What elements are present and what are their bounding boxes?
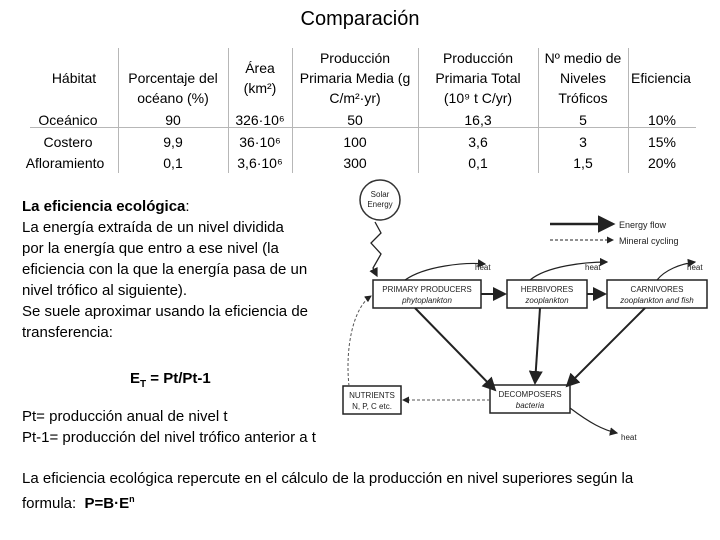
svg-text:bacteria: bacteria [515,401,545,410]
table-cell: 3,6·10⁶ [237,155,283,171]
definition-line: Se suele aproximar usando la eficiencia de [22,303,309,320]
efficiency-heading: La eficiencia ecológica [22,198,186,215]
header-efficiency: Eficiencia [631,70,691,86]
table-cell: 5 [579,112,587,128]
definition-line: eficiencia con la que la energía pasa de un [22,261,308,278]
definition-line: La energía extraída de un nivel dividida [22,219,284,236]
solar-energy-arrow [371,222,381,276]
svg-text:DECOMPOSERS: DECOMPOSERS [498,390,562,399]
heat-label: heat [585,263,601,272]
heat-label: heat [687,263,703,272]
table-cell: 10% [647,112,677,128]
heat-label: heat [475,263,491,272]
svg-text:zooplankton: zooplankton [525,296,569,305]
table-cell: Afloramiento [25,155,105,171]
conclusion: La eficiencia ecológica repercute en el cálculo de la producción en nivel superiores según la formula: $P=B\cdot E^n$ [22,470,634,512]
table-cell: 90 [165,112,181,128]
definition-line: por la energía que entro a ese nivel (la [22,240,279,257]
table-cell: 50 [347,112,363,128]
table-cell: 0,1 [468,155,488,171]
table-cell: 9,9 [163,134,183,150]
table-cell: 3 [579,134,587,150]
svg-text:phytoplankton: phytoplankton [402,296,452,305]
header-area: Área (km²) [243,60,277,96]
svg-text:Energy: Energy [367,200,393,209]
transfer-efficiency-formula: $E_T = Pt/Pt-1$ [130,370,211,390]
svg-text:Solar: Solar [370,190,390,199]
svg-text:Energy flow: Energy flow [619,220,667,230]
table-cell: Costero [43,134,93,150]
definition-pt: Pt= producción anual de nivel t [22,408,228,425]
svg-text:PRIMARY PRODUCERS: PRIMARY PRODUCERS [382,285,472,294]
svg-text:Mineral cycling: Mineral cycling [619,236,679,246]
table-cell: 326·10⁶ [235,112,285,128]
herbivores-box [507,280,587,308]
definition-pt-1: Pt-1= producción del nivel trófico anterior a t [22,429,316,446]
header-habitat: Hábitat [51,70,97,86]
header-trophic-levels: Nº medio de Niveles Tróficos [544,50,622,106]
carnivores-box [607,280,707,308]
table-cell: 300 [343,155,367,171]
table-cell: Oceánico [38,112,98,128]
sun-icon [360,180,400,220]
definition-line: transferencia: [22,324,113,341]
energy-flow-diagram [335,178,720,453]
nutrients-box [343,386,401,414]
table-cell: 3,6 [468,134,488,150]
svg-text:CARNIVORES: CARNIVORES [630,285,684,294]
header-total-production: Producción Primaria Total (10⁹ t C/yr) [435,50,521,106]
svg-text:N, P, C etc.: N, P, C etc. [352,402,392,411]
svg-text:zooplankton and fish: zooplankton and fish [620,296,694,305]
header-mean-production: Producción Primaria Media (g C/m²·yr) [299,50,411,106]
table-cell: 36·10⁶ [239,134,281,150]
heat-label: heat [621,433,637,442]
header-ocean-percent: Porcentaje del océano (%) [128,70,218,106]
table-cell: 16,3 [464,112,492,128]
table-cell: 100 [343,134,367,150]
page-title: Comparación [300,8,420,30]
table-cell: 15% [647,134,677,150]
decomposers-box [490,385,570,413]
svg-text:NUTRIENTS: NUTRIENTS [349,391,395,400]
svg-text:HERBIVORES: HERBIVORES [520,285,574,294]
diagram-legend [550,220,679,246]
formula-definitions [22,406,382,448]
efficiency-definition: La eficiencia ecológica: La energía extraída de un nivel dividida por la energía que entro a ese nivel (la eficiencia con la que la energía pasa de un nivel trófico al siguiente). Se suele aproximar usando la eficiencia de transferencia: [22,196,342,343]
table-cell: 20% [647,155,677,171]
definition-line: nivel trófico al siguiente). [22,282,188,299]
table-cell: 1,5 [573,155,593,171]
production-formula: $P=B\cdot E^n$ [84,494,135,512]
table-cell: 0,1 [163,155,183,171]
primary-producers-box [373,280,481,308]
